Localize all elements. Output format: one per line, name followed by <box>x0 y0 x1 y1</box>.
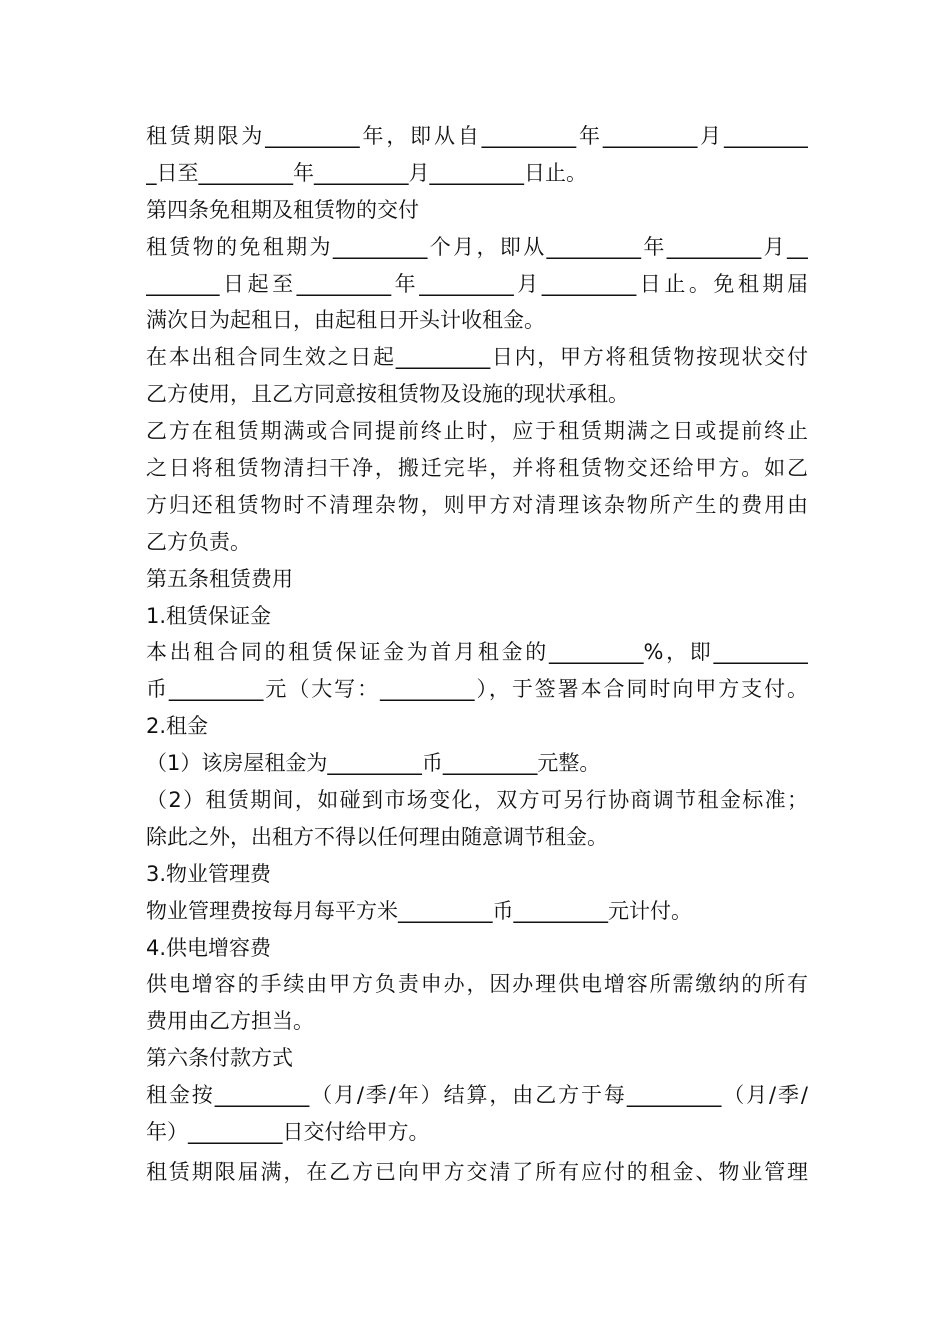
text-line: 除此之外，出租方不得以任何理由随意调节租金。 <box>146 824 608 849</box>
text-line: 租金按_________（月/季/年）结算，由乙方于每_________（月/季/ <box>146 1083 808 1108</box>
text-line: 租赁期限为_________年，即从自_________年_________月________ <box>146 124 808 148</box>
text-line: 在本出租合同生效之日起_________日内，甲方将租赁物按现状交付 <box>146 345 808 370</box>
text-line: 费用由乙方担当。 <box>146 1009 314 1034</box>
text-line: 租赁物的免租期为_________个月，即从_________年_________月__ <box>146 234 808 259</box>
text-line: （2）租赁期间，如碰到市场变化，双方可另行协商调节租金标准； <box>146 788 808 813</box>
text-line: 供电增容的手续由甲方负责申办，因办理供电增容所需缴纳的所有 <box>146 972 808 997</box>
text-line: 币_________元（大写：_________），于签署本合同时向甲方支付。 <box>146 677 808 702</box>
text-line: _日至_________年_________月_________日止。 <box>146 160 587 185</box>
text-line: _______日起至_________年_________月_________日止。免租期届 <box>146 271 808 296</box>
text-line: 租赁期限届满，在乙方已向甲方交清了所有应付的租金、物业管理 <box>146 1159 808 1184</box>
section-heading: 第六条付款方式 <box>146 1046 293 1071</box>
text-line: 物业管理费按每月每平方米_________币_________元计付。 <box>146 898 692 923</box>
subsection-heading: 2.租金 <box>146 714 209 739</box>
text-line: （1）该房屋租金为_________币_________元整。 <box>146 751 601 776</box>
text-line: 乙方使用，且乙方同意按租赁物及设施的现状承租。 <box>146 382 629 407</box>
subsection-heading: 1.租赁保证金 <box>146 603 272 628</box>
section-heading: 第四条免租期及租赁物的交付 <box>146 197 419 222</box>
text-line: 本出租合同的租赁保证金为首月租金的_________%，即_________ <box>146 640 808 665</box>
subsection-heading: 3.物业管理费 <box>146 861 272 886</box>
text-line: 满次日为起租日，由起租日开头计收租金。 <box>146 308 545 333</box>
section-heading: 第五条租赁费用 <box>146 566 293 591</box>
document-body <box>146 118 808 1191</box>
text-line: 年）_________日交付给甲方。 <box>146 1120 430 1145</box>
subsection-heading: 4.供电增容费 <box>146 935 272 960</box>
text-line: 乙方负责。 <box>146 529 251 554</box>
text-line: 方归还租赁物时不清理杂物，则甲方对清理该杂物所产生的费用由 <box>146 492 808 517</box>
text-line: 之日将租赁物清扫干净，搬迁完毕，并将租赁物交还给甲方。如乙 <box>146 456 808 481</box>
text-line: 乙方在租赁期满或合同提前终止时，应于租赁期满之日或提前终止 <box>146 419 808 444</box>
